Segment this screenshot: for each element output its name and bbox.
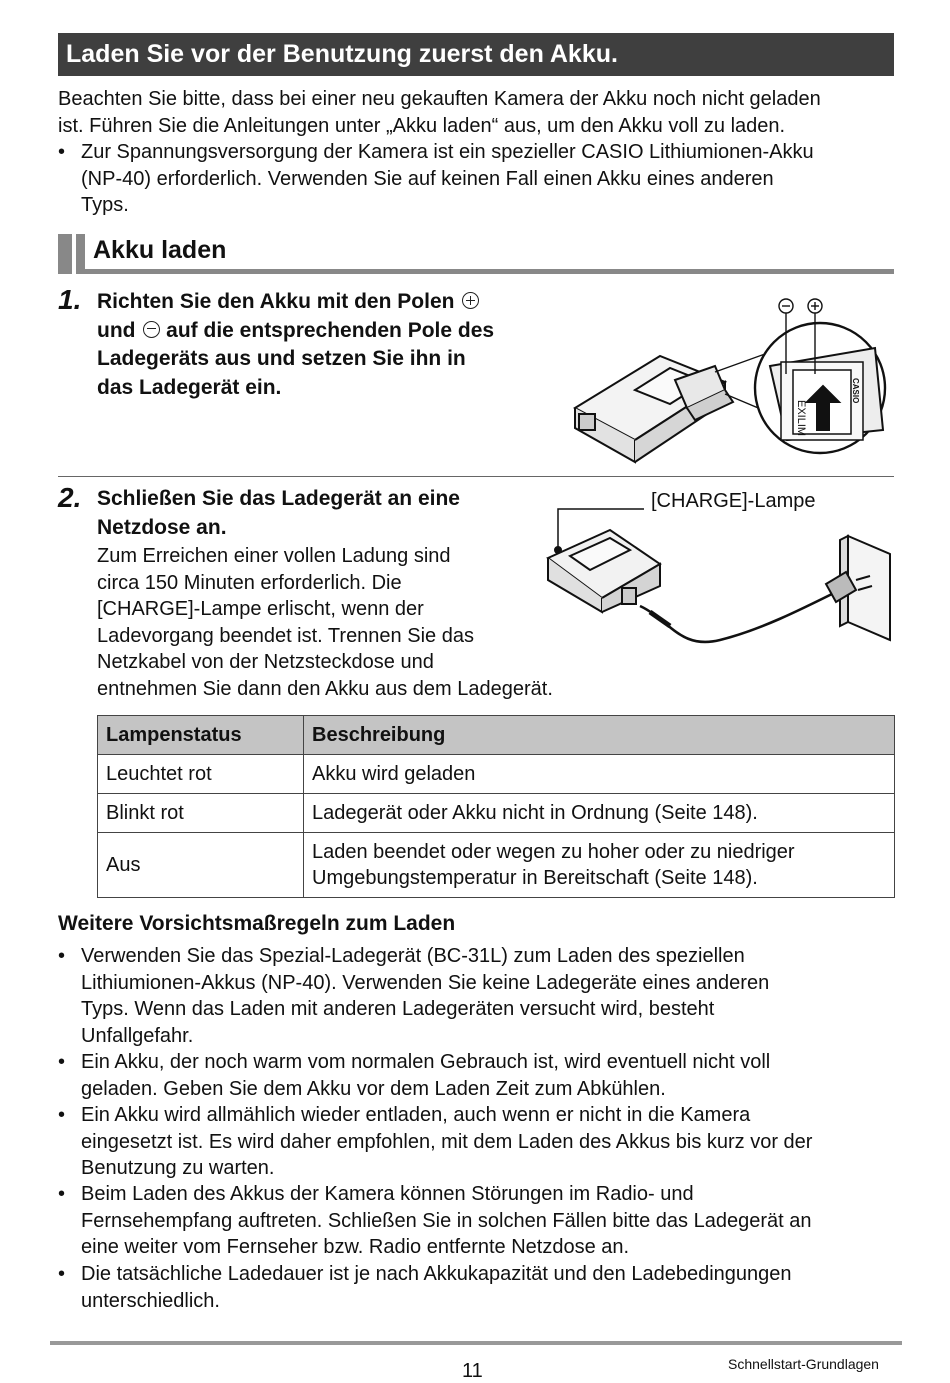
step-2-number: 2. xyxy=(58,482,82,513)
precaution-line: Beim Laden des Akkus der Kamera können Störungen im Radio- und xyxy=(81,1183,694,1205)
bullet-dot: • xyxy=(58,1263,66,1285)
charge-lamp-label: [CHARGE]-Lampe xyxy=(651,490,816,512)
charger-model-label: EXILIM xyxy=(795,400,807,437)
step-2-body-line: [CHARGE]-Lampe erlischt, wenn der xyxy=(97,598,424,620)
precaution-line: Typs. Wenn das Laden mit anderen Ladegeräten versucht wird, besteht xyxy=(81,998,715,1020)
precaution-line: Unfallgefahr. xyxy=(81,1024,194,1047)
step-1-line: und xyxy=(97,318,136,342)
step-2-body-line: Ladevorgang beendet ist. Trennen Sie das xyxy=(97,624,474,647)
step-2-body-line: Netzkabel von der Netzsteckdose und xyxy=(97,651,434,673)
intro-line: Beachten Sie bitte, dass bei einer neu gekauften Kamera der Akku noch nicht geladen xyxy=(58,88,821,110)
step-2-body-line: circa 150 Minuten erforderlich. Die xyxy=(97,571,402,594)
bullet-dot: • xyxy=(58,1104,66,1126)
step-1-line: Richten Sie den Akku mit den Polen xyxy=(97,290,455,313)
table-cell-description xyxy=(304,833,895,898)
precaution-line: Benutzung zu warten. xyxy=(81,1157,275,1179)
table-header-row xyxy=(98,716,895,755)
step-1-text xyxy=(97,288,557,402)
bullet-dot: • xyxy=(58,945,66,967)
table-cell-description: Akku wird geladen xyxy=(304,755,895,794)
bullet-dot: • xyxy=(58,1183,66,1205)
precaution-line: Verwenden Sie das Spezial-Ladegerät (BC-31L) zum Laden des speziellen xyxy=(81,945,745,967)
precaution-line: eine weiter vom Fernseher bzw. Radio entfernte Netzdose an. xyxy=(81,1236,630,1258)
precaution-line: eingesetzt ist. Es wird daher empfohlen, mit dem Laden des Akkus bis kurz vor der xyxy=(81,1130,813,1153)
table-row xyxy=(98,833,895,898)
table-cell-status: Leuchtet rot xyxy=(98,755,304,794)
table-row xyxy=(98,755,895,794)
intro-paragraph xyxy=(58,86,821,139)
table-cell-status: Blinkt rot xyxy=(98,794,304,833)
bullet-dot: • xyxy=(58,1051,66,1073)
bullet-line: Zur Spannungsversorgung der Kamera ist ein spezieller CASIO Lithiumionen-Akku xyxy=(81,141,814,163)
step-2-heading xyxy=(97,485,557,542)
charger-outlet-illustration xyxy=(540,500,895,660)
step-2-head-line: Schließen Sie das Ladegerät an eine xyxy=(97,487,460,510)
section-title: Akku laden xyxy=(93,236,227,264)
step-1-line: das Ladegerät ein. xyxy=(97,375,282,399)
intro-line: ist. Führen Sie die Anleitungen unter „Akku laden“ aus, um den Akku voll zu laden. xyxy=(58,114,786,137)
plus-pole-icon xyxy=(462,292,479,309)
lamp-status-table xyxy=(97,715,895,898)
step-2-body-line: entnehmen Sie dann den Akku aus dem Ladegerät. xyxy=(97,677,553,700)
table-cell-status: Aus xyxy=(98,833,304,898)
table-header-status: Lampenstatus xyxy=(98,716,304,755)
table-header-description: Beschreibung xyxy=(304,716,895,755)
precaution-line: Fernsehempfang auftreten. Schließen Sie in solchen Fällen bitte das Ladegerät an xyxy=(81,1209,812,1232)
precaution-line: Die tatsächliche Ladedauer ist je nach Akkukapazität und den Ladebedingungen xyxy=(81,1263,792,1285)
section-header xyxy=(58,234,894,274)
description-line: Laden beendet oder wegen zu hoher oder zu niedriger xyxy=(312,841,795,863)
step-2-body-line: Zum Erreichen einer vollen Ladung sind xyxy=(97,545,451,567)
step-1-line: auf die entsprechenden Pole des xyxy=(166,318,495,342)
bullet-line: Typs. xyxy=(81,194,129,216)
table-row xyxy=(98,794,895,833)
step-divider xyxy=(58,476,894,477)
bullet-line: (NP-40) erforderlich. Verwenden Sie auf keinen Fall einen Akku eines anderen xyxy=(81,167,774,190)
precaution-line: Lithiumionen-Akkus (NP-40). Verwenden Sie keine Ladegeräte eines anderen xyxy=(81,971,770,994)
minus-pole-icon xyxy=(143,321,160,338)
precaution-line: Ein Akku wird allmählich wieder entladen, auch wenn er nicht in die Kamera xyxy=(81,1104,751,1126)
precaution-line: unterschiedlich. xyxy=(81,1289,220,1312)
step-1-line: Ladegeräts aus und setzen Sie ihn in xyxy=(97,347,466,370)
page-title: Laden Sie vor der Benutzung zuerst den Akku. xyxy=(58,33,894,76)
page-number: 11 xyxy=(462,1360,483,1382)
bullet-dot: • xyxy=(58,141,66,163)
precaution-line: geladen. Geben Sie dem Akku vor dem Laden Zeit zum Abkühlen. xyxy=(81,1077,666,1100)
step-2-head-line: Netzdose an. xyxy=(97,515,227,539)
step-1-number: 1. xyxy=(58,284,82,315)
footer-rule xyxy=(50,1341,902,1345)
charger-brand-label: CASIO xyxy=(851,378,860,404)
description-line: Umgebungstemperatur in Bereitschaft (Seite 148). xyxy=(312,867,758,889)
charger-battery-illustration xyxy=(565,290,895,472)
precautions-title: Weitere Vorsichtsmaßregeln zum Laden xyxy=(58,912,456,935)
footer-section-label: Schnellstart-Grundlagen xyxy=(728,1356,879,1372)
precaution-line: Ein Akku, der noch warm vom normalen Gebrauch ist, wird eventuell nicht voll xyxy=(81,1051,771,1073)
table-cell-description: Ladegerät oder Akku nicht in Ordnung (Seite 148). xyxy=(304,794,895,833)
